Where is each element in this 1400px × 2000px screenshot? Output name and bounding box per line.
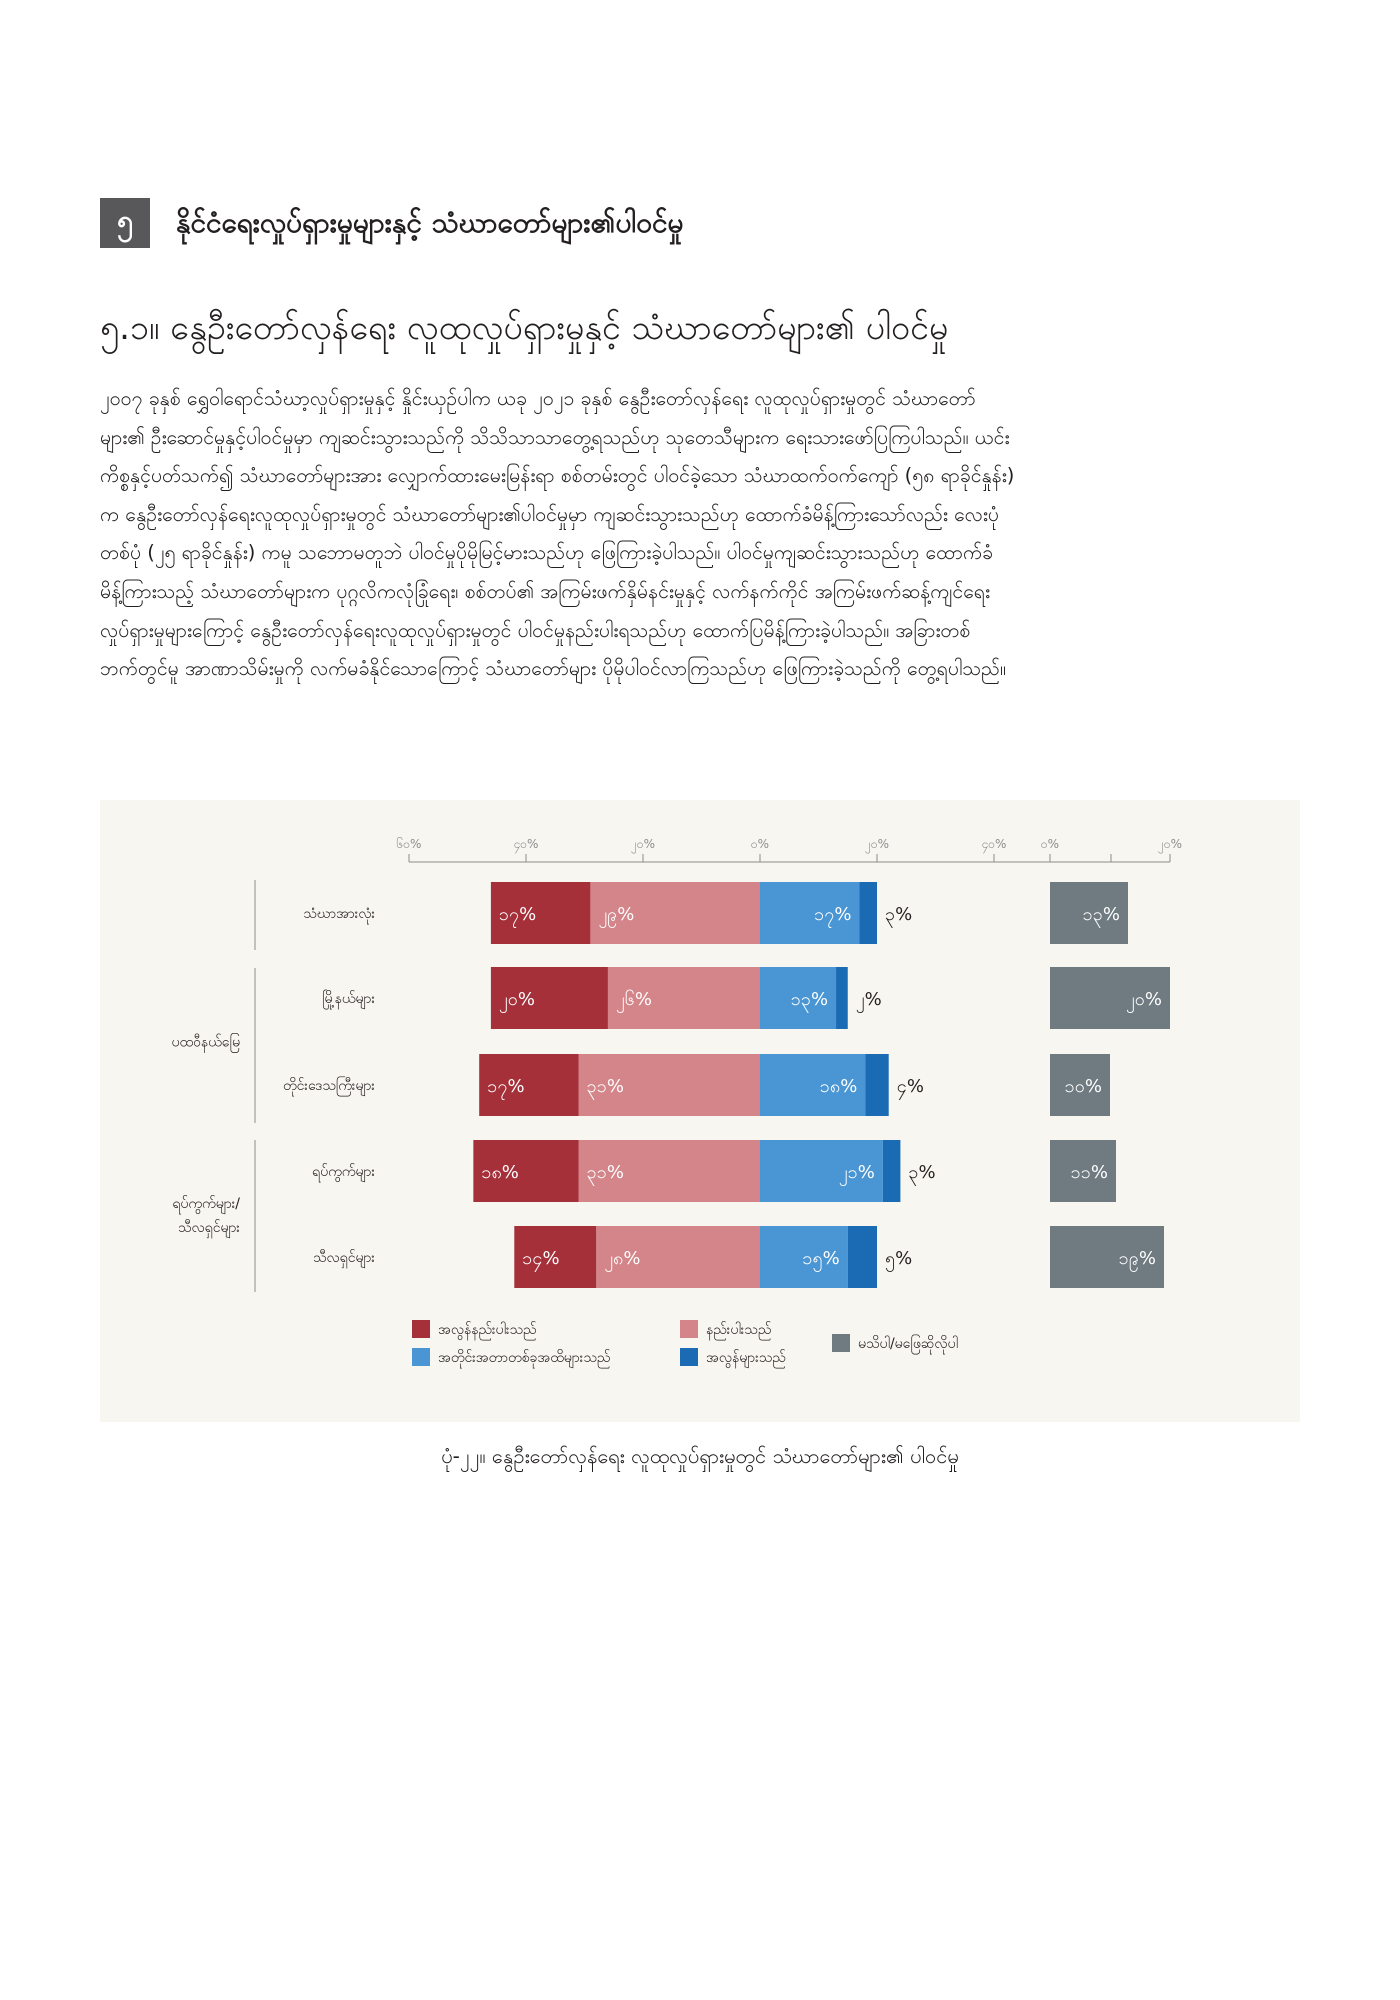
main-axis-tick-label: ၂၀% xyxy=(630,837,656,851)
bar-data-label: ၂၈% xyxy=(604,1248,641,1269)
legend-swatch xyxy=(832,1334,850,1352)
paragraph-line: က နွေဦးတော်လှန်ရေးလူထုလှုပ်ရှားမှုတွင် သံဃာတော်များ၏ပါဝင်မှုမှာ ကျဆင်းသွားသည်ဟု ထောက်ခံမိန့်ကြားသော်လည်း လေးပုံ xyxy=(100,502,1000,526)
bar-data-label: ၄% xyxy=(896,1076,924,1097)
main-axis-tick-label: ၆၀% xyxy=(396,837,422,851)
bar-data-label: ၁၃% xyxy=(790,989,829,1010)
side-bar-data-label: ၂၀% xyxy=(1125,989,1162,1010)
main-axis-tick-label: ၄၀% xyxy=(981,837,1007,851)
category-label: ရပ်ကွက်များ xyxy=(312,1164,375,1180)
legend-swatch xyxy=(680,1348,698,1366)
bar-data-label: ၁၇% xyxy=(498,904,537,925)
paragraph-line: ဘက်တွင်မူ အာဏာသိမ်းမှုကို လက်မခံနိုင်သောကြောင့် သံဃာတော်များ ပိုမိုပါဝင်လာကြသည်ဟု ဖြေကြားခဲ့သည်ကို တွေ့ရပါသည်။ xyxy=(100,657,1006,681)
bar-data-label: ၁၈% xyxy=(481,1162,519,1183)
main-axis-tick-label: ၀% xyxy=(750,837,770,851)
bar-data-label: ၁၈% xyxy=(819,1076,858,1097)
side-bar-data-label: ၁၃% xyxy=(1082,904,1120,925)
paragraph-line: ကိစ္စနှင့်ပတ်သက်၍ သံဃာတော်များအား လျှောက်ထားမေးမြန်းရာ စစ်တမ်းတွင် ပါဝင်ခဲ့သော သံဃာထက်ဝက်ကျော် (၅၈ ရာခိုင်နှုန်း) xyxy=(100,464,1015,488)
side-bar-data-label: ၁၉% xyxy=(1118,1248,1156,1269)
side-axis-tick-label: ၀% xyxy=(1040,837,1060,851)
category-label: သီလရှင်များ xyxy=(313,1250,375,1266)
side-bar-data-label: ၁၁% xyxy=(1070,1162,1108,1183)
bar-data-label: ၂၁% xyxy=(838,1162,875,1183)
main-axis-tick-label: ၂၀% xyxy=(864,837,890,851)
bar-segment xyxy=(883,1140,901,1202)
bar-data-label: ၂၉% xyxy=(598,904,635,925)
category-label: မြို့နယ်များ xyxy=(322,991,375,1007)
bar-data-label: ၃% xyxy=(908,1162,936,1183)
side-bar-data-label: ၁၀% xyxy=(1064,1076,1102,1097)
side-axis-tick-label: ၂၀% xyxy=(1157,837,1183,851)
bar-segment xyxy=(836,967,848,1029)
section-header xyxy=(100,198,1300,248)
group-label-line: သီလရှင်များ xyxy=(178,1220,240,1236)
legend-swatch xyxy=(412,1348,430,1366)
legend-label: အတိုင်းအတာတစ်ခုအထိများသည် xyxy=(438,1350,611,1366)
bar-data-label: ၁၄% xyxy=(522,1248,560,1269)
bar-data-label: ၂၆% xyxy=(615,989,652,1010)
legend-label: နည်းပါးသည် xyxy=(706,1322,772,1338)
bar-segment xyxy=(865,1054,888,1116)
bar-data-label: ၃၁% xyxy=(586,1162,625,1183)
bar-segment xyxy=(859,882,877,944)
group-label-line: ရပ်ကွက်များ/ xyxy=(172,1196,240,1212)
chart-panel xyxy=(100,800,1300,1422)
bar-data-label: ၂၀% xyxy=(498,989,535,1010)
bar-data-label: ၁၇% xyxy=(487,1076,525,1097)
legend-label: အလွန်နည်းပါးသည် xyxy=(438,1322,537,1338)
category-label: တိုင်းဒေသကြီးများ xyxy=(283,1078,375,1094)
paragraph-line: လှုပ်ရှားမှုများကြောင့် နွေဦးတော်လှန်ရေးလူထုလှုပ်ရှားမှုတွင် ပါဝင်မှုနည်းပါးရသည်ဟု ထောက်ပြမိန့်ကြားခဲ့ပါသည်။ အခြားတစ် xyxy=(100,618,971,642)
body-paragraph xyxy=(100,380,1300,689)
diverging-bar-chart xyxy=(100,800,1300,1422)
section-title: နိုင်ငံရေးလှုပ်ရှားမှုများနှင့် သံဃာတော်များ၏ပါဝင်မှု xyxy=(176,206,684,239)
legend-label: အလွန်များသည် xyxy=(706,1350,786,1366)
paragraph-line: များ၏ ဦးဆောင်မှုနှင့်ပါဝင်မှုမှာ ကျဆင်းသွားသည်ကို သိသိသာသာတွေ့ရသည်ဟု သုတေသီများက ရေးသားဖော်ပြကြပါသည်။ ယင်း xyxy=(100,425,1010,449)
legend-swatch xyxy=(412,1320,430,1338)
bar-data-label: ၂% xyxy=(855,989,882,1010)
category-label: သံဃာအားလုံး xyxy=(303,906,375,922)
section-number-badge: ၅ xyxy=(100,198,150,248)
bar-segment xyxy=(848,1226,877,1288)
legend-swatch xyxy=(680,1320,698,1338)
paragraph-line: မိန့်ကြားသည့် သံဃာတော်များက ပုဂ္ဂလိကလုံခြုံရေး၊ စစ်တပ်၏ အကြမ်းဖက်နှိမ်နင်းမှုနှင့် လက်နက်ကိုင် အကြမ်းဖက်ဆန့်ကျင်ရေး xyxy=(100,579,990,603)
subsection-title: ၅.၁။ နွေဦးတော်လှန်ရေး လူထုလှုပ်ရှားမှုနှင့် သံဃာတော်များ၏ ပါဝင်မှု xyxy=(100,308,949,348)
bar-data-label: ၃၁% xyxy=(586,1076,625,1097)
legend-label: မသိပါ/မဖြေဆိုလိုပါ xyxy=(858,1336,958,1352)
bar-data-label: ၃% xyxy=(885,904,913,925)
paragraph-line: တစ်ပုံ (၂၅ ရာခိုင်နှုန်း) ကမူ သဘောမတူဘဲ ပါဝင်မှုပိုမိုမြင့်မားသည်ဟု ဖြေကြားခဲ့ပါသည်။ ပါဝင်မှုကျဆင်းသွားသည်ဟု ထောက်ခံ xyxy=(100,541,994,565)
paragraph-line: ၂၀၀၇ ခုနှစ် ရွှေဝါရောင်သံဃာ့လှုပ်ရှားမှုနှင့် နှိုင်းယှဉ်ပါက ယခု ၂၀၂၁ ခုနှစ် နွေဦးတော်လှန်ရေး လူထုလှုပ်ရှားမှုတွင် သံဃာတော် xyxy=(100,387,976,410)
bar-data-label: ၁၇% xyxy=(814,904,852,925)
main-axis-tick-label: ၄၀% xyxy=(513,837,539,851)
bar-data-label: ၁၅% xyxy=(802,1248,840,1269)
bar-data-label: ၅% xyxy=(885,1248,913,1269)
group-label: ပထဝီနယ်မြေ xyxy=(171,1034,240,1051)
figure-caption: ပုံ-၂၂။ နွေဦးတော်လှန်ရေး လူထုလှုပ်ရှားမှုတွင် သံဃာတော်များ၏ ပါဝင်မှု xyxy=(441,1444,959,1468)
